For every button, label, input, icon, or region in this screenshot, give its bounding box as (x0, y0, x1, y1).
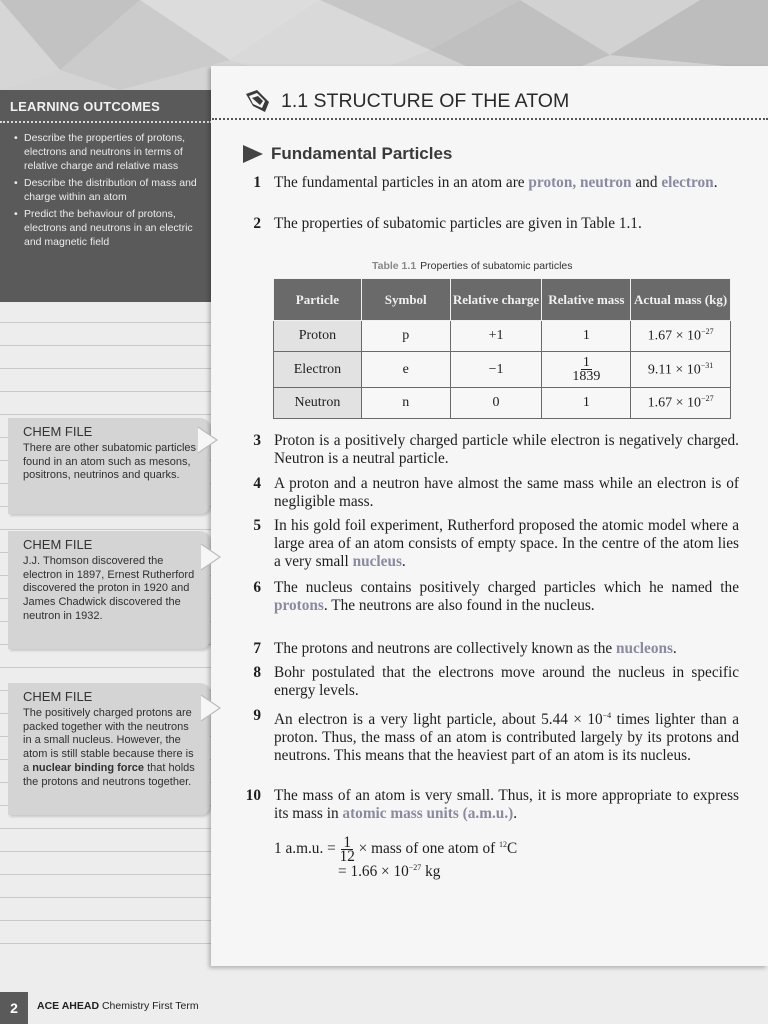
list-item-8: 8 Bohr postulated that the electrons move around the nucleus in specific energy levels. (253, 664, 739, 699)
list-item-7: 7 The protons and neutrons are collectively known as the nucleons. (253, 640, 677, 657)
chem-file-box-1 (8, 418, 210, 514)
learning-outcome-item: • Predict the behaviour of protons, electrons and neutrons in an electric and magnetic field (24, 207, 202, 249)
subsection-heading (243, 144, 452, 164)
list-item-1: 1 The fundamental particles in an atom are proton, neutron and electron. (253, 174, 718, 191)
list-item-6: 6 The nucleus contains positively charged particles which he named the protons. The neutrons are also found in the nucleus. (253, 579, 739, 614)
page-number: 2 (0, 992, 28, 1024)
list-item-2: 2 The properties of subatomic particles are given in Table 1.1. (253, 215, 642, 232)
list-item-10: 10 The mass of an atom is very small. Thus, it is more appropriate to express its mass in atomic mass units (a.m.u.). (245, 787, 739, 822)
chem-file-box-2 (8, 531, 210, 649)
learning-outcome-item: • Describe the distribution of mass and charge within an atom (24, 176, 202, 204)
pencil-icon (243, 88, 273, 114)
list-item-5: 5 In his gold foil experiment, Rutherford proposed the atomic model where a large area of an atom consists of empty space. In the centre of the atom lies a very small nucleus. (253, 517, 739, 570)
subsection-title: Fundamental Particles (271, 144, 453, 163)
learning-outcomes-list (0, 123, 212, 249)
table-row: Proton p +1 1 $1.67 \times 10^{-27}$ (274, 321, 731, 352)
list-item-9: 9 An electron is a very light particle, about $5.44 \times 10^{-4}$ times lighter than a proton. Thus, the mass of an atom is contributed largely by its protons and neutrons. This means that the heaviest part of an atom is its nucleus. (253, 707, 739, 765)
chem-file-title: CHEM FILE (23, 537, 93, 552)
amu-formula: 1 a.m.u. = $\frac{1}{12}$ × mass of one atom of $^{12}$C = $1.66 \times 10^{-27}$ kg (274, 834, 518, 881)
list-item-3: 3 Proton is a positively charged particle while electron is negatively charged. Neutron is a neutral particle. (253, 432, 739, 467)
heading-dotted-rule (212, 118, 768, 120)
arrow-icon (243, 145, 263, 163)
learning-outcome-item: • Describe the properties of protons, electrons and neutrons in terms of relative charge and relative mass (24, 131, 202, 173)
chem-file-pointer-icon (197, 426, 219, 454)
chem-file-title: CHEM FILE (23, 424, 93, 439)
table-row: Electron e −1 $\frac{1}{1839}$ $9.11 \times 10^{-31}$ (274, 352, 731, 388)
learning-outcomes-panel (0, 90, 212, 302)
chem-file-title: CHEM FILE (23, 689, 93, 704)
subatomic-particles-table (273, 278, 731, 419)
chem-file-pointer-icon (200, 694, 222, 722)
table-caption: Table 1.1 Properties of subatomic particles (372, 260, 573, 272)
list-item-4: 4 A proton and a neutron have almost the same mass while an electron is of negligible mass. (253, 475, 739, 510)
section-heading (243, 88, 569, 114)
chem-file-text: The positively charged protons are packed together with the neutrons in a small nucleus. However, the atom is still stable because there is a nuclear binding force that holds the protons and neutrons together. (23, 707, 195, 788)
footer-book-title: ACE AHEAD Chemistry First Term (37, 1000, 199, 1012)
table-header-row: Particle Symbol Relative charge Relative mass Actual mass (kg) (274, 279, 731, 321)
chem-file-text: J.J. Thomson discovered the electron in 1897, Ernest Rutherford discovered the proton in 1920 and James Chadwick discovered the neutron in 1932. (23, 555, 195, 622)
learning-outcomes-title: LEARNING OUTCOMES (10, 99, 161, 114)
chem-file-box-3 (8, 683, 210, 815)
chem-file-text: There are other subatomic particles found in an atom such as mesons, positrons, neutrinos and quarks. (23, 442, 197, 482)
table-row: Neutron n 0 1 $1.67 \times 10^{-27}$ (274, 388, 731, 419)
main-page (211, 66, 768, 966)
chem-file-pointer-icon (200, 543, 222, 571)
section-title: 1.1 STRUCTURE OF THE ATOM (281, 89, 570, 112)
